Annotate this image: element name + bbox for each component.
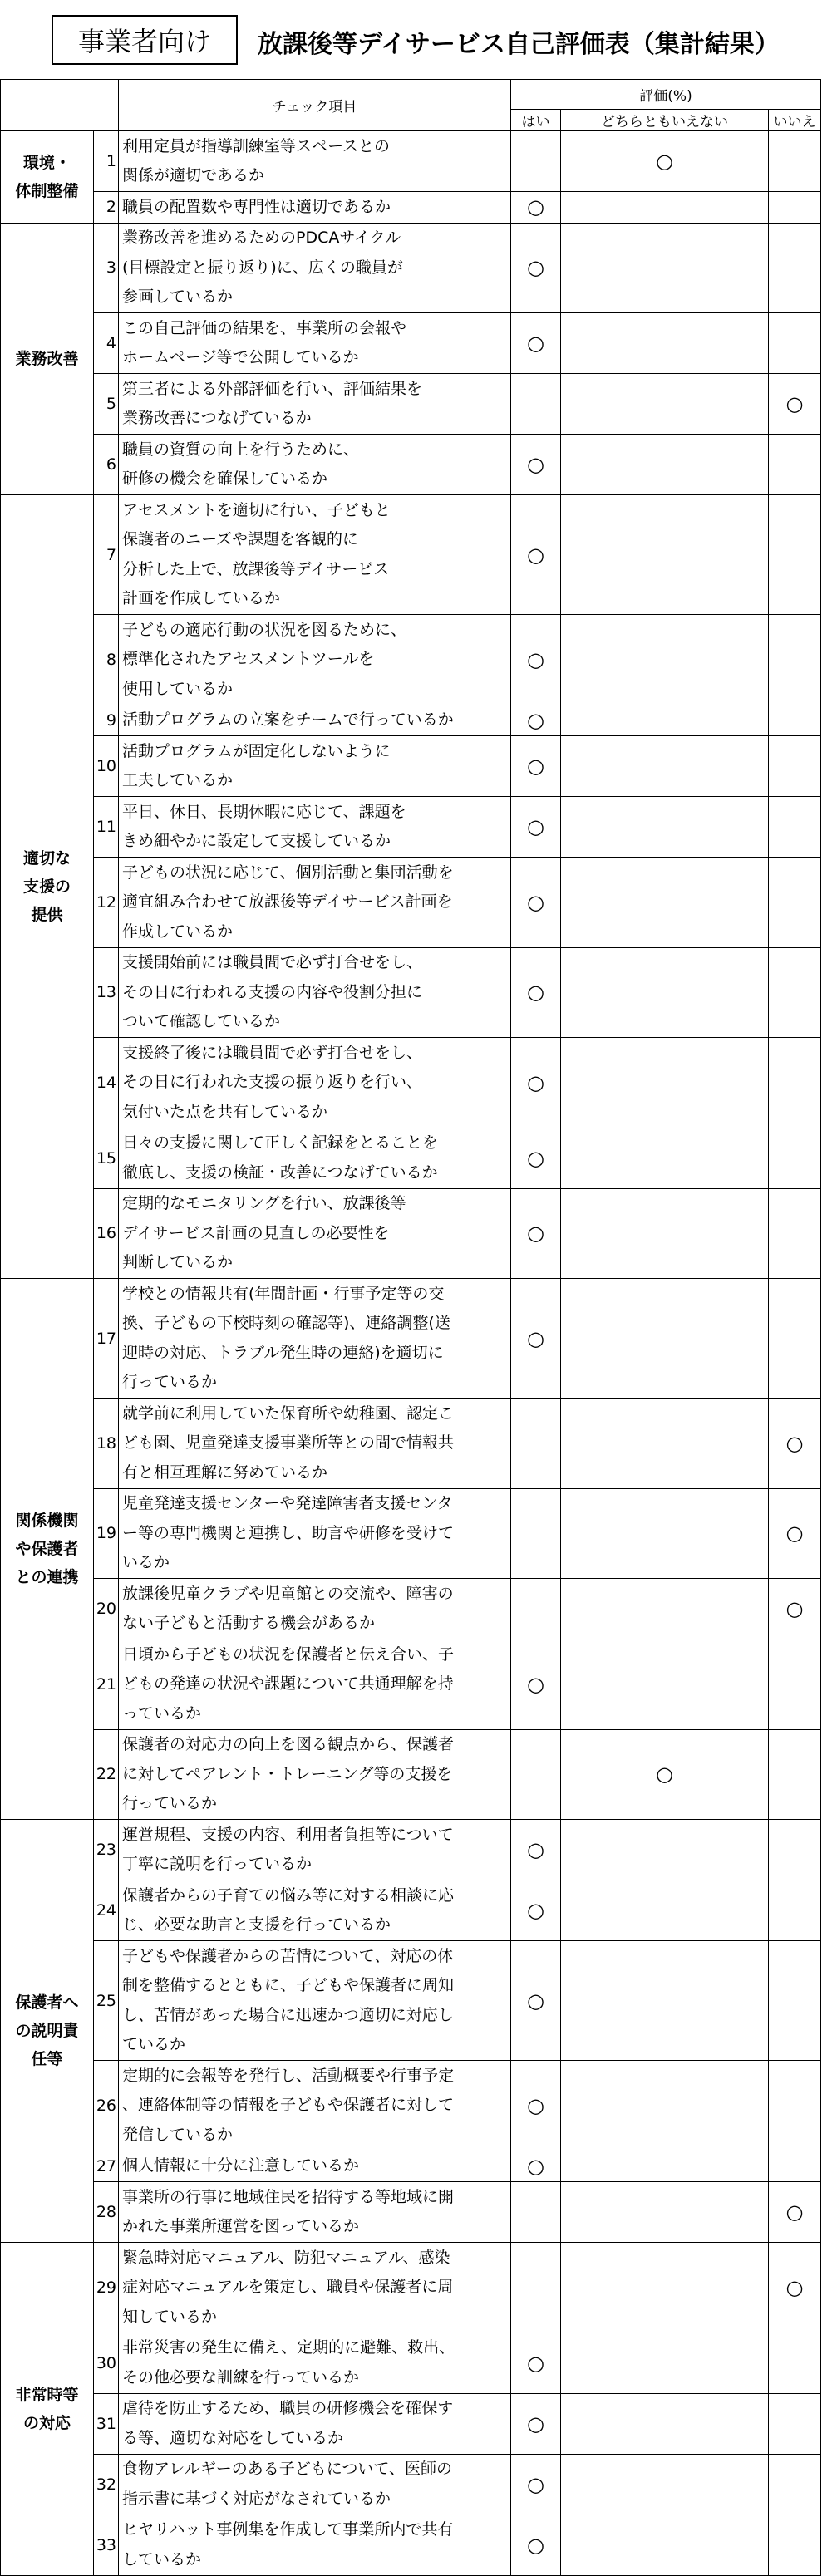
check-item-text: 子どもの適応行動の状況を図るために、 標準化されたアセスメントツールを 使用しているか (119, 615, 511, 705)
item-number: 13 (94, 947, 119, 1038)
item-number: 26 (94, 2061, 119, 2151)
check-item-text: 定期的なモニタリングを行い、放課後等 デイサービス計画の見直しの必要性を 判断しているか (119, 1188, 511, 1279)
evaluation-cell-yes (511, 1038, 561, 1128)
evaluation-cell-yes (511, 2182, 561, 2243)
table-row (1, 2243, 821, 2333)
table-row (1, 1188, 821, 1279)
check-item-text: 子どもや保護者からの苦情について、対応の体 制を整備するとともに、子どもや保護者に周知 し、苦情があった場合に迅速かつ適切に対応し ているか (119, 1941, 511, 2061)
check-item-text: 職員の資質の向上を行うために、 研修の機会を確保しているか (119, 435, 511, 495)
table-row (1, 1820, 821, 1880)
selected-mark-icon: ○ (527, 2411, 544, 2436)
check-item-text: 活動プログラムの立案をチームで行っているか (119, 705, 511, 736)
evaluation-cell-yes (511, 1820, 561, 1880)
selected-mark-icon: ○ (527, 815, 544, 838)
audience-badge: 事業者向け (52, 15, 238, 65)
check-item-text: 業務改善を進めるためのPDCAサイクル (目標設定と振り返り)に、広くの職員が 参画しているか (119, 223, 511, 313)
item-number: 18 (94, 1399, 119, 1489)
item-number: 8 (94, 615, 119, 705)
table-row (1, 2182, 821, 2243)
item-number: 6 (94, 435, 119, 495)
evaluation-cell-yes (511, 2454, 561, 2515)
item-number: 24 (94, 1880, 119, 1941)
evaluation-cell-yes (511, 495, 561, 615)
item-number: 7 (94, 495, 119, 615)
table-row (1, 947, 821, 1038)
selected-mark-icon: ○ (656, 150, 673, 173)
table-row (1, 1279, 821, 1399)
evaluation-cell-yes (511, 615, 561, 705)
evaluation-cell-neither (561, 192, 769, 224)
selected-mark-icon: ○ (527, 755, 544, 778)
category-header-cell (1, 80, 119, 131)
evaluation-cell-no (769, 1639, 821, 1730)
evaluation-cell-no (769, 1579, 821, 1639)
item-number: 30 (94, 2333, 119, 2393)
evaluation-cell-yes (511, 435, 561, 495)
check-item-text: 虐待を防止するため、職員の研修機会を確保す る等、適切な対応をしているか (119, 2393, 511, 2454)
document-title: 放課後等デイサービス自己評価表（集計結果） (258, 30, 780, 59)
item-number: 21 (94, 1639, 119, 1730)
item-number: 4 (94, 313, 119, 374)
table-row (1, 192, 821, 224)
evaluation-cell-neither (561, 2515, 769, 2575)
table-row (1, 374, 821, 435)
check-item-text: 児童発達支援センターや発達障害者支援センタ ー等の専門機関と連携し、助言や研修を受けて いるか (119, 1488, 511, 1579)
evaluation-cell-no (769, 858, 821, 948)
evaluation-table (0, 79, 821, 2576)
evaluation-cell-no (769, 947, 821, 1038)
evaluation-cell-neither (561, 2182, 769, 2243)
item-number: 12 (94, 858, 119, 948)
evaluation-cell-neither (561, 1128, 769, 1188)
table-row (1, 2454, 821, 2515)
selected-mark-icon: ○ (527, 890, 544, 914)
evaluation-cell-neither (561, 1729, 769, 1820)
table-row (1, 858, 821, 948)
evaluation-cell-neither (561, 736, 769, 797)
evaluation-cell-no (769, 2333, 821, 2393)
selected-mark-icon: ○ (785, 392, 804, 415)
check-item-text: 定期的に会報等を発行し、活動概要や行事予定 、連絡体制等の情報を子どもや保護者に対して 発信しているか (119, 2061, 511, 2151)
selected-mark-icon: ○ (527, 2351, 544, 2375)
item-number: 28 (94, 2182, 119, 2243)
selected-mark-icon: ○ (527, 332, 544, 355)
evaluation-cell-no (769, 1880, 821, 1941)
selected-mark-icon: ○ (527, 981, 544, 1005)
table-row (1, 223, 821, 313)
item-number: 10 (94, 736, 119, 797)
evaluation-cell-yes (511, 736, 561, 797)
selected-mark-icon: ○ (785, 1431, 804, 1455)
evaluation-cell-neither (561, 1820, 769, 1880)
evaluation-cell-yes (511, 1128, 561, 1188)
evaluation-cell-neither (561, 435, 769, 495)
table-row (1, 1128, 821, 1188)
item-number: 27 (94, 2151, 119, 2182)
evaluation-cell-neither (561, 2454, 769, 2515)
table-row (1, 1038, 821, 1128)
check-item-text: 非常災害の発生に備え、定期的に避難、救出、 その他必要な訓練を行っているか (119, 2333, 511, 2393)
evaluation-cell-no (769, 313, 821, 374)
evaluation-cell-no (769, 1128, 821, 1188)
evaluation-cell-no (769, 1488, 821, 1579)
table-row (1, 1941, 821, 2061)
evaluation-cell-yes (511, 1279, 561, 1399)
evaluation-cell-yes (511, 1880, 561, 1941)
item-number: 15 (94, 1128, 119, 1188)
evaluation-cell-neither (561, 705, 769, 736)
check-item-text: ヒヤリハット事例集を作成して事業所内で共有 しているか (119, 2515, 511, 2575)
check-item-text: 事業所の行事に地域住民を招待する等地域に開 かれた事業所運営を図っているか (119, 2182, 511, 2243)
table-row (1, 1880, 821, 1941)
check-item-text: アセスメントを適切に行い、子どもと 保護者のニーズや課題を客観的に 分析した上で、放課後等デイサービス 計画を作成しているか (119, 495, 511, 615)
selected-mark-icon: ○ (656, 1762, 673, 1787)
item-number: 22 (94, 1729, 119, 1820)
evaluation-cell-neither (561, 1188, 769, 1279)
evaluation-cell-yes (511, 1639, 561, 1730)
category-label: 関係機関 や保護者 との連携 (1, 1279, 94, 1820)
evaluation-cell-yes (511, 374, 561, 435)
category-label: 非常時等 の対応 (1, 2243, 94, 2576)
evaluation-cell-no (769, 2393, 821, 2454)
check-item-text: 日頃から子どもの状況を保護者と伝え合い、子 どもの発達の状況や課題について共通理解を持 っているか (119, 1639, 511, 1730)
selected-mark-icon: ○ (527, 1838, 544, 1861)
evaluation-cell-yes (511, 2515, 561, 2575)
category-label: 業務改善 (1, 223, 94, 495)
selected-mark-icon: ○ (527, 647, 544, 671)
check-item-text: 緊急時対応マニュアル、防犯マニュアル、感染 症対応マニュアルを策定し、職員や保護者に周 知しているか (119, 2243, 511, 2333)
table-row (1, 131, 821, 192)
item-number: 14 (94, 1038, 119, 1128)
evaluation-cell-neither (561, 2061, 769, 2151)
evaluation-cell-neither (561, 858, 769, 948)
evaluation-cell-no (769, 131, 821, 192)
check-item-text: 運営規程、支援の内容、利用者負担等について 丁寧に説明を行っているか (119, 1820, 511, 1880)
evaluation-cell-no (769, 1820, 821, 1880)
evaluation-cell-neither (561, 223, 769, 313)
item-number: 1 (94, 131, 119, 192)
evaluation-cell-neither (561, 495, 769, 615)
check-item-text: 第三者による外部評価を行い、評価結果を 業務改善につなげているか (119, 374, 511, 435)
selected-mark-icon: ○ (527, 543, 544, 567)
evaluation-cell-neither (561, 947, 769, 1038)
item-number: 32 (94, 2454, 119, 2515)
evaluation-cell-neither (561, 1488, 769, 1579)
table-row (1, 1729, 821, 1820)
evaluation-cell-no (769, 1399, 821, 1489)
neither-column-header: どちらともいえない (561, 110, 769, 131)
selected-mark-icon: ○ (527, 256, 544, 280)
evaluation-cell-yes (511, 1579, 561, 1639)
table-row (1, 1488, 821, 1579)
table-row (1, 736, 821, 797)
evaluation-cell-no (769, 192, 821, 224)
evaluation-header: 評価(%) (511, 80, 821, 110)
check-item-text: 就学前に利用していた保育所や幼稚園、認定こ ども園、児童発達支援事業所等との間で情報共 有と相互理解に努めているか (119, 1399, 511, 1489)
evaluation-cell-no (769, 2515, 821, 2575)
check-item-text: 利用定員が指導訓練室等スペースとの 関係が適切であるか (119, 131, 511, 192)
item-number: 29 (94, 2243, 119, 2333)
evaluation-cell-no (769, 1729, 821, 1820)
evaluation-cell-yes (511, 2061, 561, 2151)
table-row (1, 705, 821, 736)
category-label: 環境・ 体制整備 (1, 131, 94, 224)
evaluation-cell-no (769, 223, 821, 313)
evaluation-cell-yes (511, 947, 561, 1038)
item-number: 33 (94, 2515, 119, 2575)
check-item-text: 放課後児童クラブや児童館との交流や、障害の ない子どもと活動する機会があるか (119, 1579, 511, 1639)
selected-mark-icon: ○ (527, 1989, 544, 2013)
evaluation-cell-no (769, 1188, 821, 1279)
evaluation-cell-no (769, 435, 821, 495)
check-item-text: 支援終了後には職員間で必ず打合せをし、 その日に行われた支援の振り返りを行い､ 気付いた点を共有しているか (119, 1038, 511, 1128)
document-header (0, 0, 822, 75)
evaluation-cell-neither (561, 2151, 769, 2182)
evaluation-cell-yes (511, 705, 561, 736)
evaluation-cell-no (769, 1279, 821, 1399)
evaluation-cell-neither (561, 615, 769, 705)
evaluation-cell-neither (561, 1639, 769, 1730)
item-number: 23 (94, 1820, 119, 1880)
table-row (1, 2151, 821, 2182)
evaluation-cell-yes (511, 2393, 561, 2454)
table-row (1, 1579, 821, 1639)
evaluation-cell-yes (511, 1488, 561, 1579)
evaluation-cell-no (769, 1941, 821, 2061)
evaluation-cell-no (769, 797, 821, 858)
evaluation-cell-yes (511, 1188, 561, 1279)
evaluation-cell-neither (561, 313, 769, 374)
evaluation-cell-yes (511, 858, 561, 948)
selected-mark-icon: ○ (785, 2200, 804, 2224)
table-row (1, 615, 821, 705)
evaluation-cell-neither (561, 2243, 769, 2333)
category-label: 適切な 支援の 提供 (1, 495, 94, 1279)
selected-mark-icon: ○ (527, 708, 544, 732)
selected-mark-icon: ○ (527, 1326, 544, 1350)
check-item-text: 支援開始前には職員間で必ず打合せをし、 その日に行われる支援の内容や役割分担に ついて確認しているか (119, 947, 511, 1038)
check-item-header: チェック項目 (119, 80, 511, 131)
item-number: 9 (94, 705, 119, 736)
evaluation-cell-no (769, 2061, 821, 2151)
evaluation-cell-yes (511, 1729, 561, 1820)
selected-mark-icon: ○ (527, 1899, 544, 1922)
item-number: 20 (94, 1579, 119, 1639)
table-row (1, 797, 821, 858)
item-number: 2 (94, 192, 119, 224)
evaluation-cell-neither (561, 797, 769, 858)
evaluation-cell-neither (561, 1880, 769, 1941)
evaluation-cell-yes (511, 1399, 561, 1489)
selected-mark-icon: ○ (785, 1522, 804, 1546)
selected-mark-icon: ○ (527, 1146, 544, 1170)
selected-mark-icon: ○ (527, 453, 544, 476)
check-item-text: 平日、休日、長期休暇に応じて、課題を きめ細やかに設定して支援しているか (119, 797, 511, 858)
selected-mark-icon: ○ (527, 2533, 544, 2557)
evaluation-cell-no (769, 615, 821, 705)
check-item-text: 個人情報に十分に注意しているか (119, 2151, 511, 2182)
table-row (1, 495, 821, 615)
check-item-text: 職員の配置数や専門性は適切であるか (119, 192, 511, 224)
evaluation-cell-no (769, 2151, 821, 2182)
no-column-header: いいえ (769, 110, 821, 131)
evaluation-cell-neither (561, 1941, 769, 2061)
item-number: 11 (94, 797, 119, 858)
item-number: 31 (94, 2393, 119, 2454)
evaluation-cell-no (769, 705, 821, 736)
selected-mark-icon: ○ (785, 1597, 804, 1620)
evaluation-cell-yes (511, 2151, 561, 2182)
item-number: 5 (94, 374, 119, 435)
evaluation-cell-no (769, 374, 821, 435)
check-item-text: 日々の支援に関して正しく記録をとることを 徹底し、支援の検証・改善につなげているか (119, 1128, 511, 1188)
evaluation-cell-yes (511, 192, 561, 224)
table-row (1, 2333, 821, 2393)
evaluation-cell-yes (511, 2243, 561, 2333)
evaluation-cell-neither (561, 2333, 769, 2393)
selected-mark-icon: ○ (785, 2275, 804, 2299)
evaluation-cell-no (769, 2243, 821, 2333)
evaluation-cell-no (769, 495, 821, 615)
selected-mark-icon: ○ (527, 1222, 544, 1246)
evaluation-cell-no (769, 1038, 821, 1128)
check-item-text: 保護者からの子育ての悩み等に対する相談に応 じ、必要な助言と支援を行っているか (119, 1880, 511, 1941)
evaluation-cell-neither (561, 1279, 769, 1399)
table-row (1, 435, 821, 495)
evaluation-cell-neither (561, 1038, 769, 1128)
selected-mark-icon: ○ (527, 2093, 544, 2117)
table-row (1, 2061, 821, 2151)
table-row (1, 313, 821, 374)
evaluation-cell-yes (511, 2333, 561, 2393)
table-row (1, 1399, 821, 1489)
evaluation-cell-yes (511, 131, 561, 192)
item-number: 19 (94, 1488, 119, 1579)
yes-column-header: はい (511, 110, 561, 131)
check-item-text: 食物アレルギーのある子どもについて、医師の 指示書に基づく対応がなされているか (119, 2454, 511, 2515)
table-row (1, 1639, 821, 1730)
evaluation-cell-yes (511, 797, 561, 858)
check-item-text: 活動プログラムが固定化しないように 工夫しているか (119, 736, 511, 797)
table-row (1, 2393, 821, 2454)
item-number: 17 (94, 1279, 119, 1399)
evaluation-cell-no (769, 2182, 821, 2243)
selected-mark-icon: ○ (527, 1672, 544, 1696)
evaluation-cell-neither (561, 2393, 769, 2454)
check-item-text: この自己評価の結果を、事業所の会報や ホームページ等で公開しているか (119, 313, 511, 374)
category-label: 保護者へ の説明責 任等 (1, 1820, 94, 2243)
evaluation-cell-yes (511, 313, 561, 374)
item-number: 16 (94, 1188, 119, 1279)
selected-mark-icon: ○ (527, 2154, 544, 2178)
check-item-text: 保護者の対応力の向上を図る観点から、保護者 に対してペアレント・トレーニング等の支援を 行っているか (119, 1729, 511, 1820)
evaluation-cell-neither (561, 1399, 769, 1489)
evaluation-cell-no (769, 2454, 821, 2515)
table-row (1, 2515, 821, 2575)
selected-mark-icon: ○ (527, 2472, 544, 2496)
evaluation-cell-neither (561, 131, 769, 192)
check-item-text: 子どもの状況に応じて、個別活動と集団活動を 適宜組み合わせて放課後等デイサービス計画を 作成しているか (119, 858, 511, 948)
evaluation-cell-no (769, 736, 821, 797)
evaluation-cell-yes (511, 1941, 561, 2061)
evaluation-cell-yes (511, 223, 561, 313)
item-number: 25 (94, 1941, 119, 2061)
evaluation-cell-neither (561, 1579, 769, 1639)
evaluation-cell-neither (561, 374, 769, 435)
check-item-text: 学校との情報共有(年間計画・行事予定等の交 換、子どもの下校時刻の確認等)、連絡調整(送 迎時の対応、トラブル発生時の連絡)を適切に 行っているか (119, 1279, 511, 1399)
selected-mark-icon: ○ (527, 195, 544, 219)
item-number: 3 (94, 223, 119, 313)
selected-mark-icon: ○ (527, 1070, 544, 1094)
